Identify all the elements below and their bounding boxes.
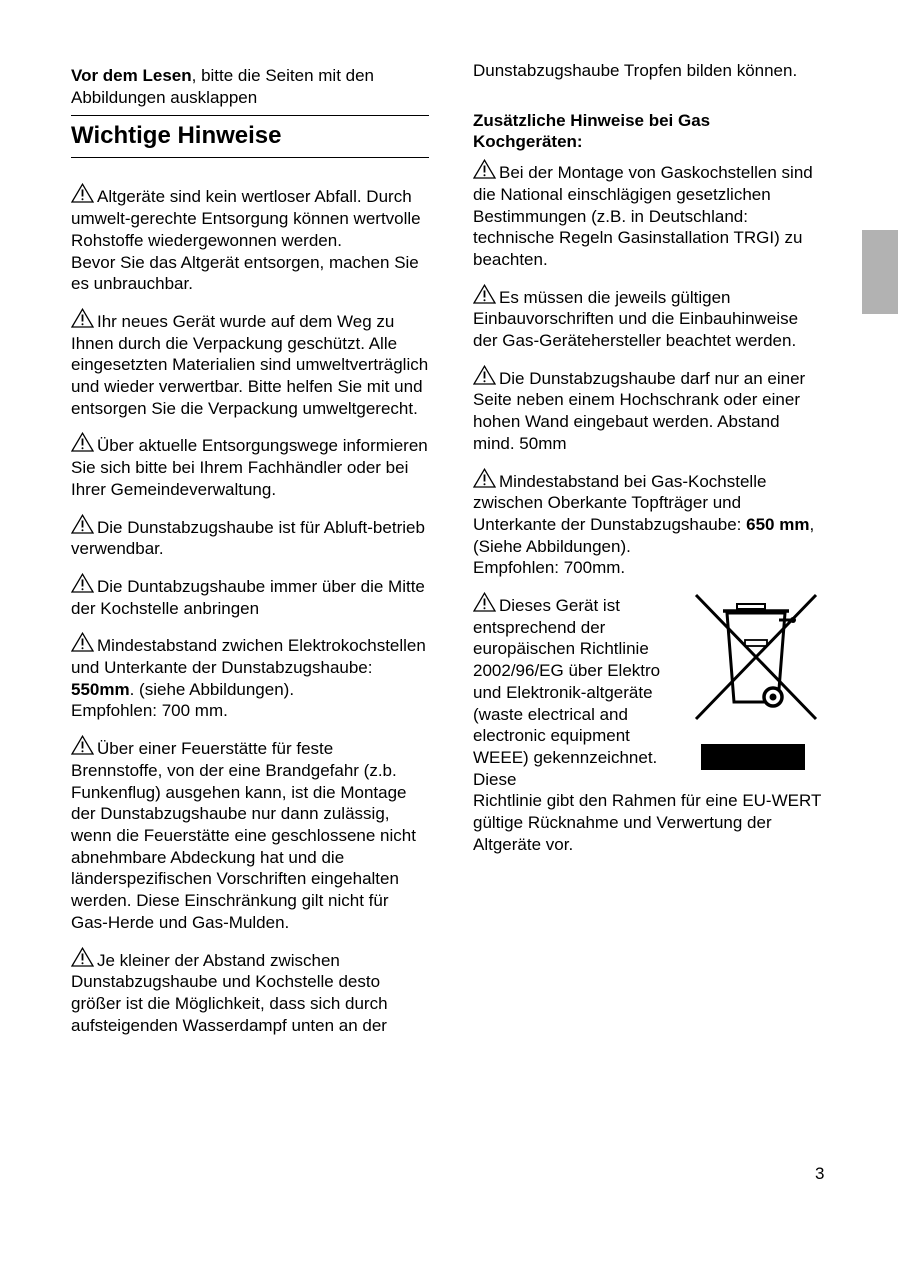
note-centering: Die Duntabzugshaube immer über die Mitte der Kochstelle anbringen	[71, 573, 429, 619]
warning-icon	[473, 365, 496, 385]
note-tall-cabinet: Die Dunstabzugshaube darf nur an einer Seite neben einem Hochschrank oder einer hohen Wand eingebaut werden. Abstand mind. 50mm	[473, 365, 823, 455]
note-gas-regulations: Bei der Montage von Gaskochstellen sind die National einschlägigen gesetzlichen Bestimmungen (z.B. in Deutschland: technische Regeln Gasinstallation TRGI) zu beachten.	[473, 159, 823, 271]
note-solid-fuel: Über einer Feuerstätte für feste Brennstoffe, von der eine Brandgefahr (z.b. Funkenflug) ausgehen kann, ist die Montage der Dunstabzugshaube nur dann zulässig, wenn die Feuerstätte eine geschlossene nicht abnehmbare Abdeckung hat und die länderspezifischen Vorschriften eingehalten werden. Diese Einschränkung gilt nicht für Gas-Herde und Gas-Mulden.	[71, 735, 429, 933]
note-min-distance-gas: Mindestabstand bei Gas-Kochstelle zwischen Oberkante Topfträger und Unterkante der Dunstabzugshaube: 650 mm, (Siehe Abbildungen). Empfohlen: 700mm.	[473, 468, 823, 580]
intro-rest: , bitte die Seiten mit den Abbildungen ausklappen	[71, 66, 375, 107]
warning-icon	[71, 183, 94, 203]
title-rule-top	[71, 115, 429, 116]
warning-icon	[71, 514, 94, 534]
warning-icon	[473, 159, 496, 179]
note-weee: Dieses Gerät ist entsprechend der europäischen Richtlinie 2002/96/EG über Elektro und Elektronik-altgeräte (waste electrical and electronic equipment WEEE) gekennzeichnet. Diese	[473, 592, 678, 790]
intro-text	[71, 65, 429, 108]
section-tab-marker	[862, 230, 898, 314]
note-disposal-routes: Über aktuelle Entsorgungswege informieren Sie sich bitte bei Ihrem Fachhändler oder bei Ihrer Gemeindeverwaltung.	[71, 432, 429, 500]
title-rule-bottom	[71, 157, 429, 158]
warning-icon	[71, 735, 94, 755]
weee-continuation: Richtlinie gibt den Rahmen für eine EU-WERT gültige Rücknahme und Verwertung der Altgeräte vor.	[473, 791, 822, 854]
note-disposal: Altgeräte sind kein wertloser Abfall. Durch umwelt-gerechte Entsorgung können wertvolle Rohstoffe wiedergewonnen werden. Bevor Sie das Altgerät entsorgen, machen Sie es unbrauchbar.	[71, 183, 429, 295]
page-title: Wichtige Hinweise	[71, 122, 282, 150]
condensation-continuation: Dunstabzugshaube Tropfen bilden können.	[473, 61, 798, 80]
warning-icon	[71, 632, 94, 652]
left-column	[71, 60, 429, 1049]
warning-icon	[473, 468, 496, 488]
note-packaging: Ihr neues Gerät wurde auf dem Weg zu Ihnen durch die Verpackung geschützt. Alle eingesetzten Materialien sind umweltverträglich und wieder verwertbar. Bitte helfen Sie mit und entsorgen Sie die Verpackung umweltgerecht.	[71, 308, 429, 420]
note-min-distance-electric: Mindestabstand zwichen Elektrokochstellen und Unterkante der Dunstabzugshaube: 550mm. (siehe Abbildungen). Empfohlen: 700 mm.	[71, 632, 429, 722]
note-installation-rules: Es müssen die jeweils gültigen Einbauvorschriften und die Einbauhinweise der Gas-Gerätehersteller beachtet werden.	[473, 284, 823, 352]
warning-icon	[473, 592, 496, 612]
warning-icon	[71, 308, 94, 328]
warning-icon	[71, 947, 94, 967]
note-condensation: Je kleiner der Abstand zwischen Dunstabzugshaube und Kochstelle desto größer ist die Möglichkeit, dass sich durch aufsteigenden Wasserdampf unten an der	[71, 947, 429, 1037]
intro-bold: Vor dem Lesen	[71, 66, 192, 85]
page-number: 3	[815, 1164, 825, 1183]
weee-section	[473, 592, 823, 855]
warning-icon	[71, 432, 94, 452]
note-exhaust-mode: Die Dunstabzugshaube ist für Abluft-betrieb verwendbar.	[71, 514, 429, 560]
weee-crossed-bin-icon	[693, 592, 823, 782]
gas-section-heading: Zusätzliche Hinweise bei Gas Kochgeräten:	[473, 110, 711, 152]
warning-icon	[71, 573, 94, 593]
right-column	[473, 60, 823, 856]
warning-icon	[473, 284, 496, 304]
